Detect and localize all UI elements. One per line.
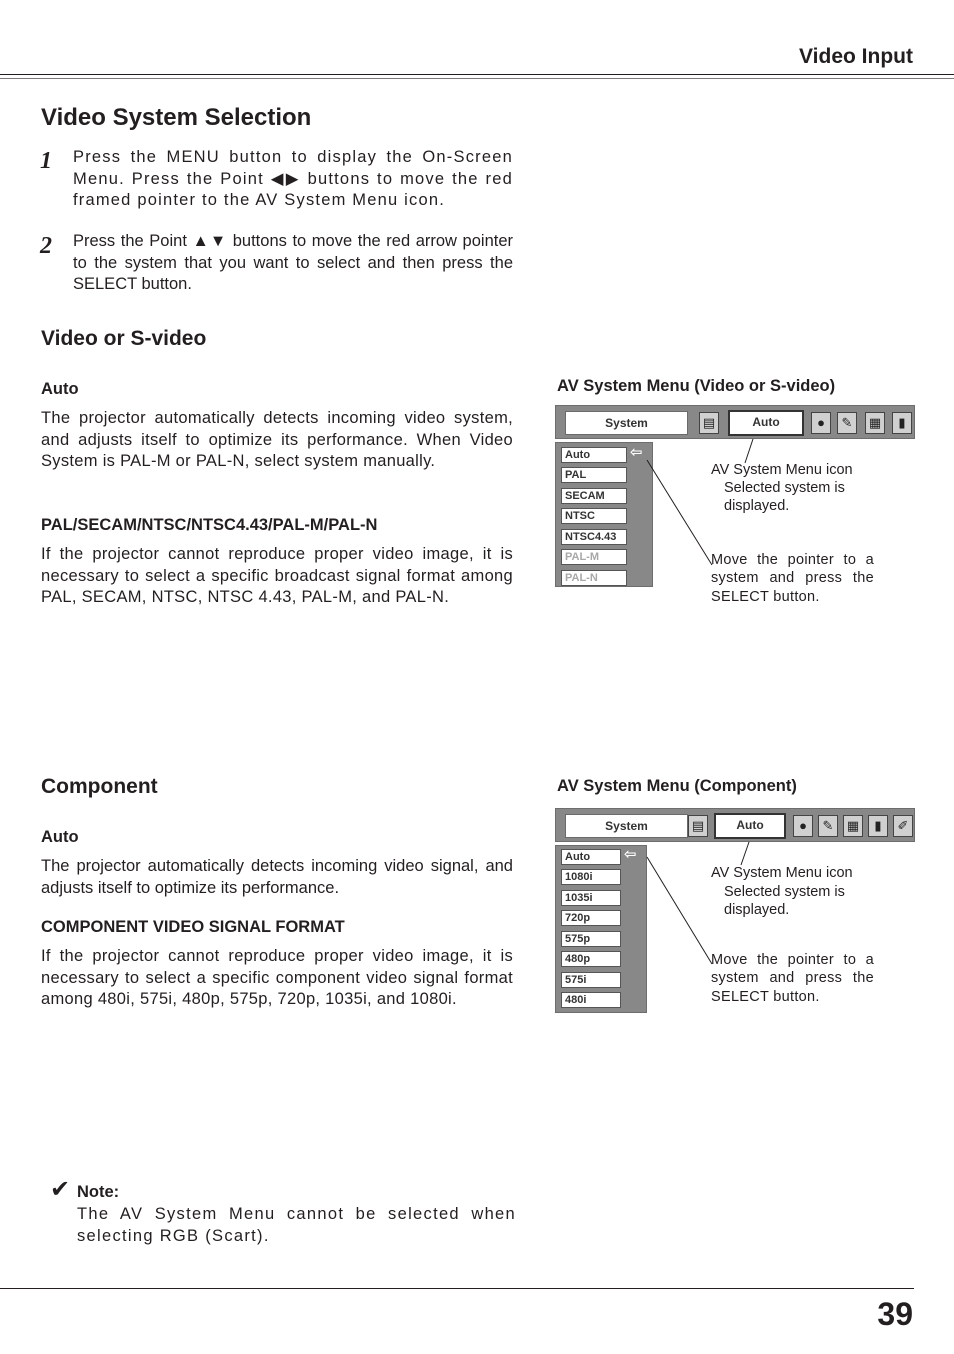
list-item: 480p [561, 951, 621, 967]
component-callout-icon-2: Selected system is [724, 884, 845, 900]
step-text-1: Press the MENU button to display the On-Screen Menu. Press the Point ◀▶ buttons to move the red framed pointer to the AV System Menu icon. [73, 148, 513, 210]
step-text-2: Press the Point ▲▼ buttons to move the red arrow pointer to the system that you want to select and then press the SELECT button. [73, 232, 513, 294]
component-callout-icon-1: AV System Menu icon [711, 865, 853, 881]
list-item: NTSC4.43 [561, 529, 627, 545]
menu-selected-system: Auto [728, 410, 804, 436]
list-item: 720p [561, 910, 621, 926]
section-header: Video Input [799, 45, 913, 68]
step-number-1: 1 [40, 148, 52, 174]
color-icon: ● [793, 815, 813, 837]
page-title: Video System Selection [41, 104, 312, 131]
callout-line-pointer [647, 460, 712, 565]
callout-line-pointer [647, 857, 712, 964]
note-text: The AV System Menu cannot be selected when selecting RGB (Scart). [77, 1205, 516, 1245]
video-menu-caption: AV System Menu (Video or S-video) [557, 377, 836, 395]
pointer-arrow-icon: ⇦ [624, 846, 637, 863]
video-callout-icon-2: Selected system is [724, 480, 845, 496]
video-format-text: If the projector cannot reproduce proper video image, it is necessary to select a specific broadcast signal format among PAL, SECAM, NTSC, NTSC 4.43, PAL-M, and PAL-N. [41, 545, 513, 607]
callout-line-icon [741, 842, 749, 865]
header-rule-bottom [0, 78, 954, 79]
list-item: Auto [561, 447, 627, 463]
menu-system-label: System [565, 814, 688, 838]
menu-system-label: System [565, 411, 688, 435]
adjust-icon: ✎ [818, 815, 838, 837]
setting-icon: ▮ [892, 412, 912, 434]
pencil-icon: ✐ [893, 815, 913, 837]
component-heading: Component [41, 775, 158, 798]
list-item: 480i [561, 992, 621, 1008]
video-format-label: PAL/SECAM/NTSC/NTSC4.43/PAL-M/PAL-N [41, 516, 378, 534]
component-callout-pointer: Move the pointer to a system and press the SELECT button. [711, 952, 874, 1005]
av-system-menu-icon: ▤ [688, 815, 708, 837]
list-item: Auto [561, 849, 621, 865]
list-item: PAL-M [561, 549, 627, 565]
list-item: NTSC [561, 508, 627, 524]
step-number-2: 2 [40, 233, 52, 259]
adjust-icon: ✎ [837, 412, 857, 434]
list-item: 1080i [561, 869, 621, 885]
list-item: PAL [561, 467, 627, 483]
header-rule-top [0, 74, 954, 75]
component-menu-caption: AV System Menu (Component) [557, 777, 797, 795]
list-item: 1035i [561, 890, 621, 906]
av-system-menu-icon: ▤ [699, 412, 719, 434]
pointer-arrow-icon: ⇦ [630, 444, 643, 461]
footer-rule [0, 1288, 914, 1289]
component-auto-text: The projector automatically detects incoming video signal, and adjusts itself to optimize its performance. [41, 857, 513, 897]
video-callout-pointer: Move the pointer to a system and press the SELECT button. [711, 552, 874, 605]
video-callout-icon-3: displayed. [724, 498, 790, 514]
checkmark-icon: ✔ [50, 1176, 71, 1203]
setting-icon: ▮ [868, 815, 888, 837]
video-callout-icon-1: AV System Menu icon [711, 462, 853, 478]
menu-selected-system: Auto [714, 813, 786, 839]
component-format-text: If the projector cannot reproduce proper video image, it is necessary to select a specific component video signal format among 480i, 575i, 480p, 575p, 720p, 1035i, and 1080i. [41, 947, 513, 1009]
page-number: 39 [877, 1296, 913, 1332]
video-heading: Video or S-video [41, 327, 207, 350]
list-item: PAL-N [561, 570, 627, 586]
component-format-label: COMPONENT VIDEO SIGNAL FORMAT [41, 918, 345, 936]
note-label: Note: [77, 1183, 120, 1201]
component-auto-label: Auto [41, 828, 79, 846]
component-callout-icon-3: displayed. [724, 902, 790, 918]
list-item: 575i [561, 972, 621, 988]
video-auto-label: Auto [41, 380, 79, 398]
callout-line-icon [745, 439, 753, 463]
list-item: SECAM [561, 488, 627, 504]
list-item: 575p [561, 931, 621, 947]
screen-icon: ▦ [865, 412, 885, 434]
video-auto-text: The projector automatically detects incoming video system, and adjusts itself to optimize its performance. When Video System is PAL-M or PAL-N, select system manually. [41, 409, 513, 471]
color-icon: ● [811, 412, 831, 434]
screen-icon: ▦ [843, 815, 863, 837]
